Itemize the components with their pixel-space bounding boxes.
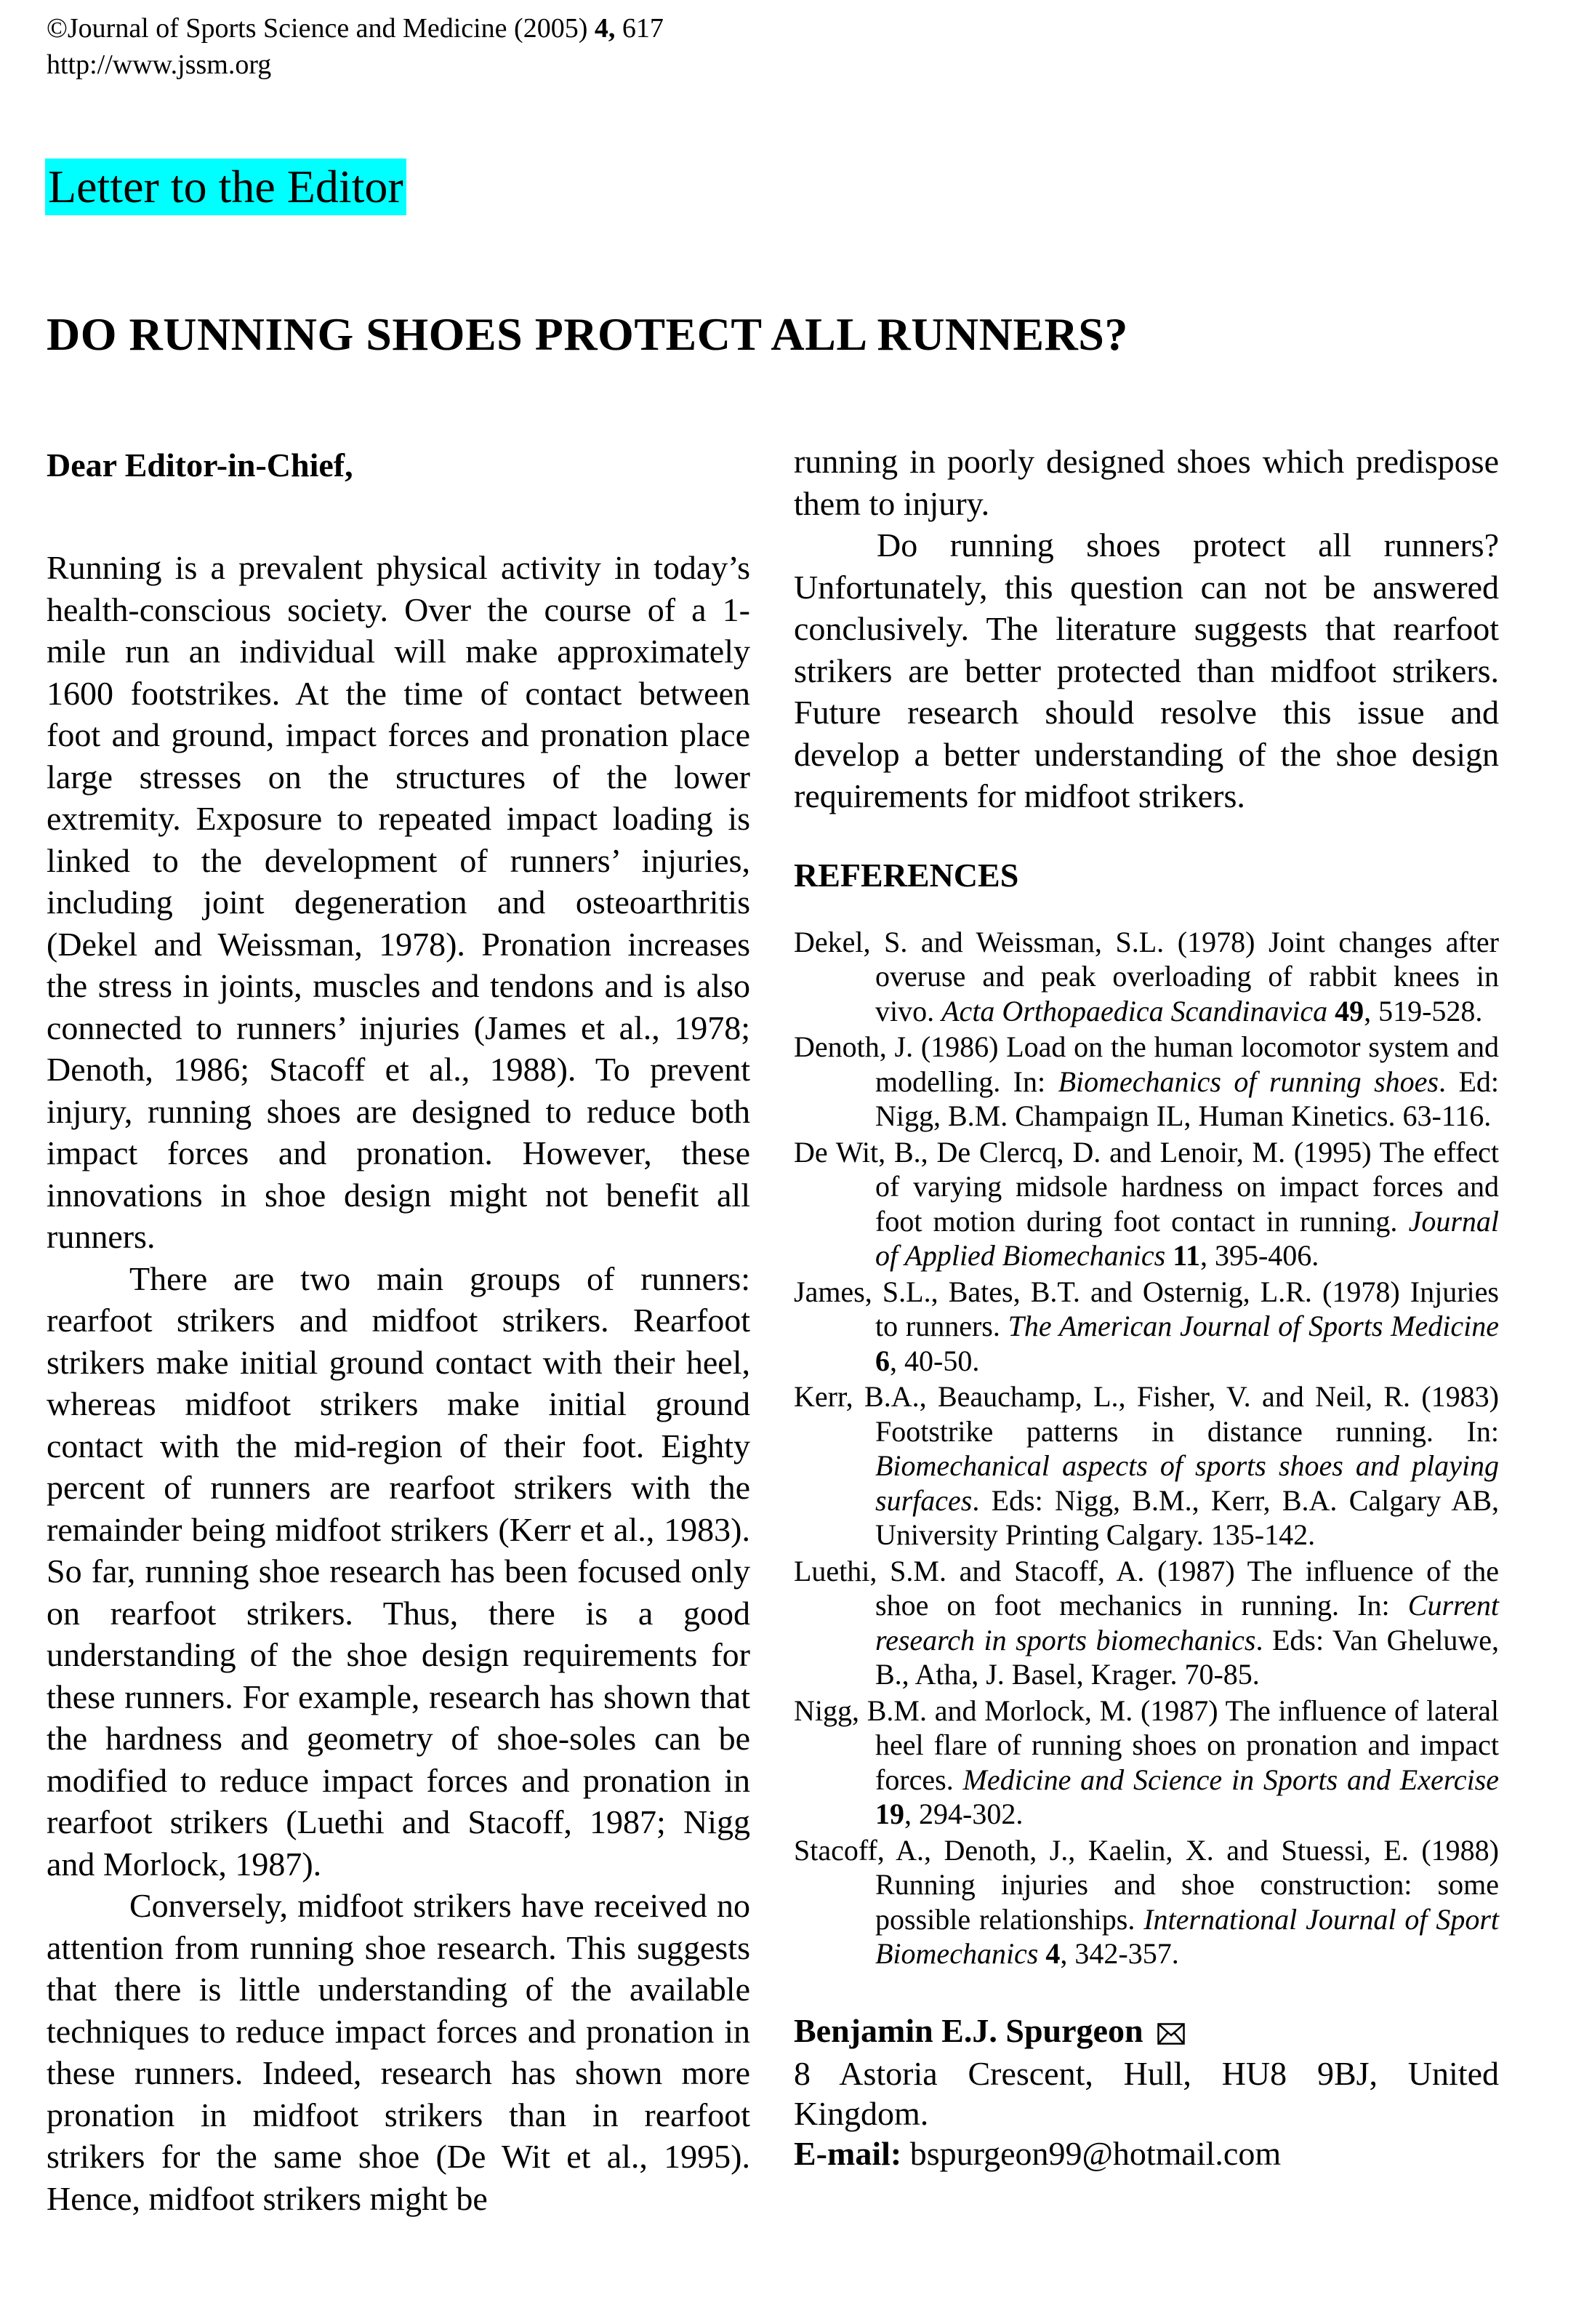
reference-item: Stacoff, A., Denoth, J., Kaelin, X. and Stuessi, E. (1988) Running injuries and shoe construction: some possible relationships. International Journal of Sport Biomechanics 4, 342-357. — [794, 1833, 1499, 1970]
journal-url[interactable]: http://www.jssm.org — [47, 49, 272, 80]
right-column — [794, 441, 1499, 2173]
author-name: Benjamin E.J. Spurgeon — [794, 2011, 1143, 2049]
author-email-line — [794, 2133, 1499, 2173]
journal-citation: ©Journal of Sports Science and Medicine (2005) 4, 617 — [47, 13, 664, 44]
reference-item: De Wit, B., De Clercq, D. and Lenoir, M. (1995) The effect of varying midsole hardness on impact forces and foot motion during foot contact in running. Journal of Applied Biomechanics 11, 395-406. — [794, 1135, 1499, 1272]
reference-item: Dekel, S. and Weissman, S.L. (1978) Joint changes after overuse and peak overloading of rabbit knees in vivo. Acta Orthopaedica Scandinavica 49, 519-528. — [794, 925, 1499, 1027]
references-heading: REFERENCES — [794, 856, 1019, 894]
journal-volume: 4, — [594, 13, 616, 44]
author-address: 8 Astoria Crescent, Hull, HU8 9BJ, United Kingdom. — [794, 2054, 1499, 2132]
reference-item: Kerr, B.A., Beauchamp, L., Fisher, V. and Neil, R. (1983) Footstrike patterns in distance running. In: Biomechanical aspects of sports shoes and playing surfaces. Eds: Nigg, B.M., Kerr, B.A. Calgary AB, University Printing Calgary. 135-142. — [794, 1380, 1499, 1551]
reference-item: Luethi, S.M. and Stacoff, A. (1987) The influence of the shoe on foot mechanics in running. In: Current research in sports biomechanics. Eds: Van Gheluwe, B., Atha, J. Basel, Krager. 70-85. — [794, 1554, 1499, 1691]
article-title: DO RUNNING SHOES PROTECT ALL RUNNERS? — [47, 308, 1128, 360]
left-column — [47, 441, 750, 2219]
salutation: Dear Editor-in-Chief, — [47, 446, 353, 484]
body-paragraph: There are two main groups of runners: rearfoot strikers and midfoot strikers. Rearfoot strikers make initial ground contact with their heel, whereas midfoot strikers make initial ground contact with the mid-region of their foot. Eighty percent of runners are rearfoot strikers with the remainder being midfoot strikers (Kerr et al., 1983). So far, running shoe research has been focused only on rearfoot strikers. Thus, there is a good understanding of the shoe design requirements for these runners. For example, research has shown that the hardness and geometry of shoe-soles can be modified to reduce impact forces and pronation in rearfoot strikers (Luethi and Stacoff, 1987; Nigg and Morlock, 1987). — [47, 1259, 750, 1883]
body-paragraph: Running is a prevalent physical activity in today’s health-conscious society. Over the course of a 1-mile run an individual will make approximately 1600 footstrikes. At the time of contact between foot and ground, impact forces and pronation place large stresses on the structures of the lower extremity. Exposure to repeated impact loading is linked to the development of runners’ injuries, including joint degeneration and osteoarthritis (Dekel and Weissman, 1978). Pronation increases the stress in joints, muscles and tendons and is also connected to runners’ injuries (James et al., 1978; Denoth, 1986; Stacoff et al., 1988). To prevent injury, running shoes are designed to reduce both impact forces and pronation. However, these innovations in shoe design might not benefit all runners. — [47, 549, 750, 1255]
body-paragraph: running in poorly designed shoes which predispose them to injury. — [794, 443, 1499, 522]
references-list — [794, 925, 1499, 1971]
body-paragraph: Do running shoes protect all runners? Unfortunately, this question can not be answered conclusively. The literature suggests that rearfoot strikers are better protected than midfoot strikers. Future research should resolve this issue and develop a better understanding of the shoe design requirements for midfoot strikers. — [794, 526, 1499, 814]
body-paragraph: Conversely, midfoot strikers have received no attention from running shoe research. This suggests that there is little understanding of the available techniques to reduce impact forces and pronation in these runners. Indeed, research has shown more pronation in midfoot strikers than in rearfoot strikers for the same shoe (De Wit et al., 1995). Hence, midfoot strikers might be — [47, 1887, 750, 2217]
author-block — [794, 2011, 1499, 2173]
author-line — [794, 2011, 1499, 2053]
reference-item: James, S.L., Bates, B.T. and Osternig, L.R. (1978) Injuries to runners. The American Journal of Sports Medicine 6, 40-50. — [794, 1275, 1499, 1377]
reference-item: Denoth, J. (1986) Load on the human locomotor system and modelling. In: Biomechanics of running shoes. Ed: Nigg, B.M. Champaign IL, Human Kinetics. 63-116. — [794, 1030, 1500, 1132]
journal-header — [47, 10, 664, 83]
author-email[interactable]: bspurgeon99@hotmail.com — [909, 2134, 1282, 2172]
mail-icon[interactable] — [1157, 2014, 1185, 2053]
section-label: Letter to the Editor — [45, 159, 406, 215]
reference-item: Nigg, B.M. and Morlock, M. (1987) The influence of lateral heel flare of running shoes on pronation and impact forces. Medicine and Science in Sports and Exercise 19, 294-302. — [794, 1694, 1499, 1830]
email-label: E-mail: — [794, 2134, 902, 2172]
